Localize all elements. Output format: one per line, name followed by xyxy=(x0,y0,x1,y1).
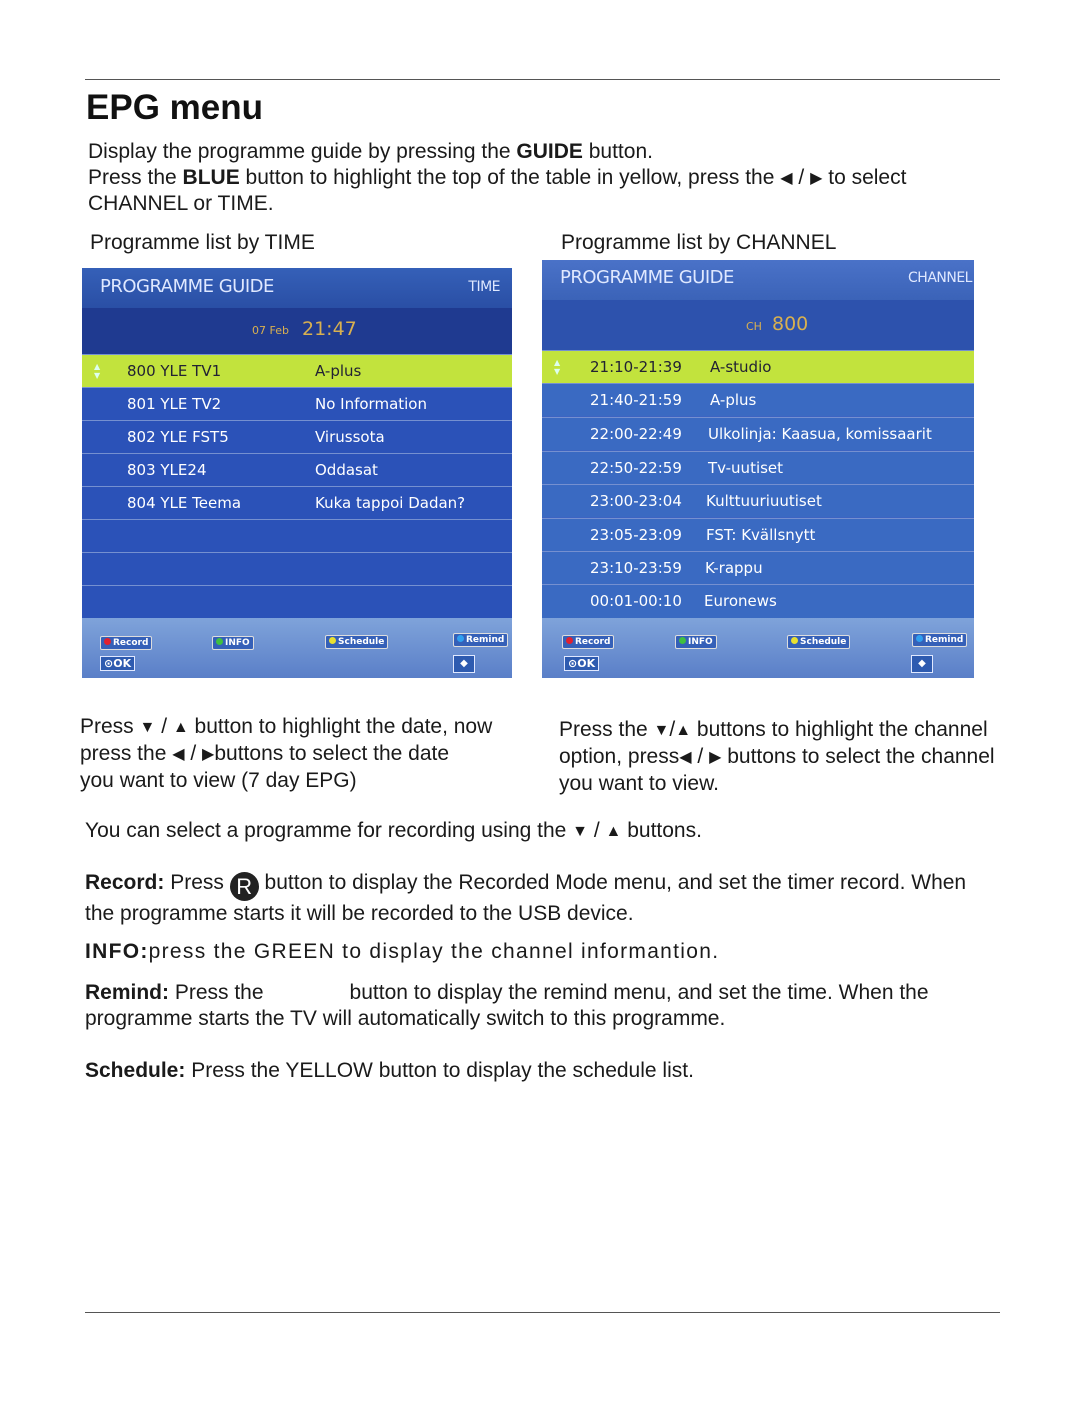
time-slot: 21:40-21:59 xyxy=(590,391,682,409)
desc-text: option, press xyxy=(559,745,680,768)
left-desc-line-2: press the ◀ / ▶buttons to select the date xyxy=(80,741,540,768)
programme-name: A-studio xyxy=(710,358,772,376)
programme-guide-time-screen xyxy=(82,268,512,678)
guide-mode: TIME xyxy=(468,279,500,295)
desc-text: buttons to select the channel xyxy=(721,745,995,768)
right-triangle-icon: ▶ xyxy=(709,749,722,766)
remind-button[interactable] xyxy=(453,633,508,647)
guide-keyword: GUIDE xyxy=(516,140,583,163)
programme-name: Kulttuuriuutiset xyxy=(706,492,822,510)
desc-text: buttons to highlight the channel xyxy=(691,718,988,741)
down-triangle-icon: ▼ xyxy=(653,722,670,739)
schedule-button[interactable] xyxy=(787,635,850,649)
page-title: EPG menu xyxy=(86,88,263,127)
ch-number: 800 xyxy=(772,313,809,335)
remind-heading: Remind: xyxy=(85,981,169,1004)
programme-name: A-plus xyxy=(315,362,362,380)
guide-row[interactable] xyxy=(82,387,512,420)
left-triangle-icon: ◀ xyxy=(679,749,692,766)
guide-mode: CHANNEL xyxy=(908,270,972,286)
guide-row[interactable] xyxy=(542,451,974,484)
record-button[interactable] xyxy=(562,635,614,649)
body-text: the programme starts it will be recorded to the USB device. xyxy=(85,902,634,925)
up-triangle-icon: ▲ xyxy=(605,823,622,840)
info-heading: INFO: xyxy=(85,940,149,963)
guide-header xyxy=(82,268,512,308)
right-description xyxy=(559,717,1059,797)
info-button[interactable] xyxy=(212,636,254,650)
desc-text: button to highlight the date, now xyxy=(188,715,493,738)
guide-row[interactable] xyxy=(542,518,974,551)
info-button[interactable] xyxy=(675,635,717,649)
guide-title: PROGRAMME GUIDE xyxy=(100,276,274,297)
intro-text: button. xyxy=(582,140,653,163)
body-text: button to display the Recorded Mode menu, and set the timer record. When xyxy=(258,871,967,894)
guide-row-empty xyxy=(82,552,512,585)
remind-paragraph xyxy=(85,980,1025,1032)
programme-name: Kuka tappoi Dadan? xyxy=(315,494,466,512)
time-label: 21:47 xyxy=(302,318,357,340)
programme-name: FST: Kvällsnytt xyxy=(706,526,816,544)
ok-label: OK xyxy=(577,657,596,670)
guide-title: PROGRAMME GUIDE xyxy=(560,267,734,288)
body-text: Press the YELLOW button to display the schedule list. xyxy=(185,1059,694,1082)
updown-arrows-icon: ▲ ▼ xyxy=(94,362,101,380)
down-triangle-icon: ▼ xyxy=(139,719,156,736)
schedule-button[interactable] xyxy=(325,635,388,649)
guide-header xyxy=(542,260,974,300)
programme-name: A-plus xyxy=(710,391,757,409)
schedule-label: Schedule xyxy=(800,637,847,647)
guide-row-empty xyxy=(82,585,512,619)
ok-button[interactable]: ⊙OK xyxy=(564,656,599,671)
guide-row[interactable] xyxy=(82,420,512,453)
body-text: Press the xyxy=(169,981,264,1004)
blue-keyword: BLUE xyxy=(182,166,240,189)
right-desc-line-2: option, press◀ / ▶ buttons to select the channel xyxy=(559,744,1059,771)
time-slot: 22:00-22:49 xyxy=(590,425,682,443)
intro-line-3: CHANNEL or TIME. xyxy=(88,192,274,215)
date-bar xyxy=(82,308,512,354)
desc-text: Press the xyxy=(559,718,654,741)
up-triangle-icon: ▲ xyxy=(172,719,189,736)
guide-row[interactable] xyxy=(542,584,974,619)
schedule-label: Schedule xyxy=(338,637,385,647)
date-label: 07 Feb xyxy=(252,324,289,337)
record-label: Record xyxy=(113,638,149,648)
info-label: INFO xyxy=(688,637,713,647)
body-text: Press xyxy=(164,871,230,894)
nav-arrows-icon: ◆ xyxy=(911,655,933,673)
record-label: Record xyxy=(575,637,611,647)
left-desc-line-1: Press ▼ / ▲ button to highlight the date, now xyxy=(80,714,540,741)
guide-row[interactable] xyxy=(542,383,974,416)
programme-name: Tv-uutiset xyxy=(708,459,784,477)
time-slot: 21:10-21:39 xyxy=(590,358,682,376)
channel-name: 802 YLE FST5 xyxy=(127,428,229,446)
body-text: buttons. xyxy=(627,819,702,842)
programme-name: Euronews xyxy=(704,592,777,610)
body-text: You can select a programme for recording using the xyxy=(85,819,573,842)
channel-name: 804 YLE Teema xyxy=(127,494,242,512)
time-slot: 23:00-23:04 xyxy=(590,492,682,510)
guide-footer xyxy=(82,618,512,678)
remind-label: Remind xyxy=(925,635,964,645)
guide-row-empty xyxy=(82,519,512,552)
body-text: programme starts the TV will automatically switch to this programme. xyxy=(85,1007,726,1030)
down-triangle-icon: ▼ xyxy=(572,823,589,840)
guide-row[interactable] xyxy=(542,551,974,584)
intro-line-1 xyxy=(88,139,653,165)
intro-text: Display the programme guide by pressing the xyxy=(88,140,517,163)
caption-right: Programme list by CHANNEL xyxy=(561,231,837,254)
r-button-icon: R xyxy=(230,872,259,901)
intro-line-2: Press the BLUE button to highlight the top of the table in yellow, press the ◀ / ▶ to select xyxy=(88,165,906,192)
ok-button[interactable]: ⊙OK xyxy=(100,656,135,671)
time-slot: 23:10-23:59 xyxy=(590,559,682,577)
guide-row[interactable] xyxy=(542,484,974,517)
desc-text: press the xyxy=(80,742,173,765)
record-button[interactable] xyxy=(100,636,152,650)
right-triangle-icon: ▶ xyxy=(810,170,823,187)
info-label: INFO xyxy=(225,638,250,648)
bottom-rule xyxy=(85,1312,1000,1313)
info-paragraph xyxy=(85,939,719,965)
intro-text: button to highlight the top of the table in yellow, press the xyxy=(239,166,775,189)
guide-row[interactable] xyxy=(82,486,512,519)
schedule-paragraph xyxy=(85,1058,694,1084)
desc-text: buttons to select the date xyxy=(214,742,450,765)
guide-row[interactable] xyxy=(82,453,512,486)
left-triangle-icon: ◀ xyxy=(172,746,185,763)
caption-left: Programme list by TIME xyxy=(90,231,315,254)
intro-text: to select xyxy=(822,166,907,189)
record-paragraph xyxy=(85,870,1025,927)
channel-name: 803 YLE24 xyxy=(127,461,207,479)
intro-text: Press the xyxy=(88,166,183,189)
time-slot: 00:01-00:10 xyxy=(590,592,682,610)
nav-arrows-icon: ◆ xyxy=(453,655,475,673)
guide-row[interactable] xyxy=(542,417,974,450)
programme-guide-channel-screen xyxy=(542,260,974,678)
top-rule xyxy=(85,79,1000,80)
programme-name: K-rappu xyxy=(705,559,763,577)
up-triangle-icon: ▲ xyxy=(675,722,692,739)
desc-text: Press xyxy=(80,715,140,738)
left-description xyxy=(80,714,540,794)
left-desc-line-3: you want to view (7 day EPG) xyxy=(80,769,357,792)
updown-arrows-icon: ▲ ▼ xyxy=(554,358,561,376)
left-triangle-icon: ◀ xyxy=(780,170,793,187)
right-desc-line-1: Press the ▼/▲ buttons to highlight the channel xyxy=(559,717,1059,744)
ch-label: CH xyxy=(746,320,762,333)
body-text: button to display the remind menu, and set the time. When the xyxy=(349,981,929,1004)
time-slot: 22:50-22:59 xyxy=(590,459,682,477)
right-desc-line-3: you want to view. xyxy=(559,772,719,795)
record-heading: Record: xyxy=(85,871,165,894)
channel-bar xyxy=(542,300,974,350)
programme-name: No Information xyxy=(315,395,427,413)
channel-name: 800 YLE TV1 xyxy=(127,362,222,380)
guide-row[interactable] xyxy=(542,350,974,383)
programme-name: Virussota xyxy=(315,428,385,446)
right-triangle-icon: ▶ xyxy=(202,746,215,763)
guide-row[interactable] xyxy=(82,354,512,387)
programme-name: Oddasat xyxy=(315,461,378,479)
remind-label: Remind xyxy=(466,635,505,645)
ok-label: OK xyxy=(113,657,132,670)
schedule-heading: Schedule: xyxy=(85,1059,186,1082)
time-slot: 23:05-23:09 xyxy=(590,526,682,544)
channel-name: 801 YLE TV2 xyxy=(127,395,222,413)
guide-footer xyxy=(542,618,974,678)
select-paragraph: You can select a programme for recording using the ▼ / ▲ buttons. xyxy=(85,818,702,845)
body-text: press the GREEN to display the channel informantion. xyxy=(148,940,720,963)
remind-button[interactable] xyxy=(912,633,967,647)
programme-name: Ulkolinja: Kaasua, komissaarit xyxy=(708,425,932,443)
